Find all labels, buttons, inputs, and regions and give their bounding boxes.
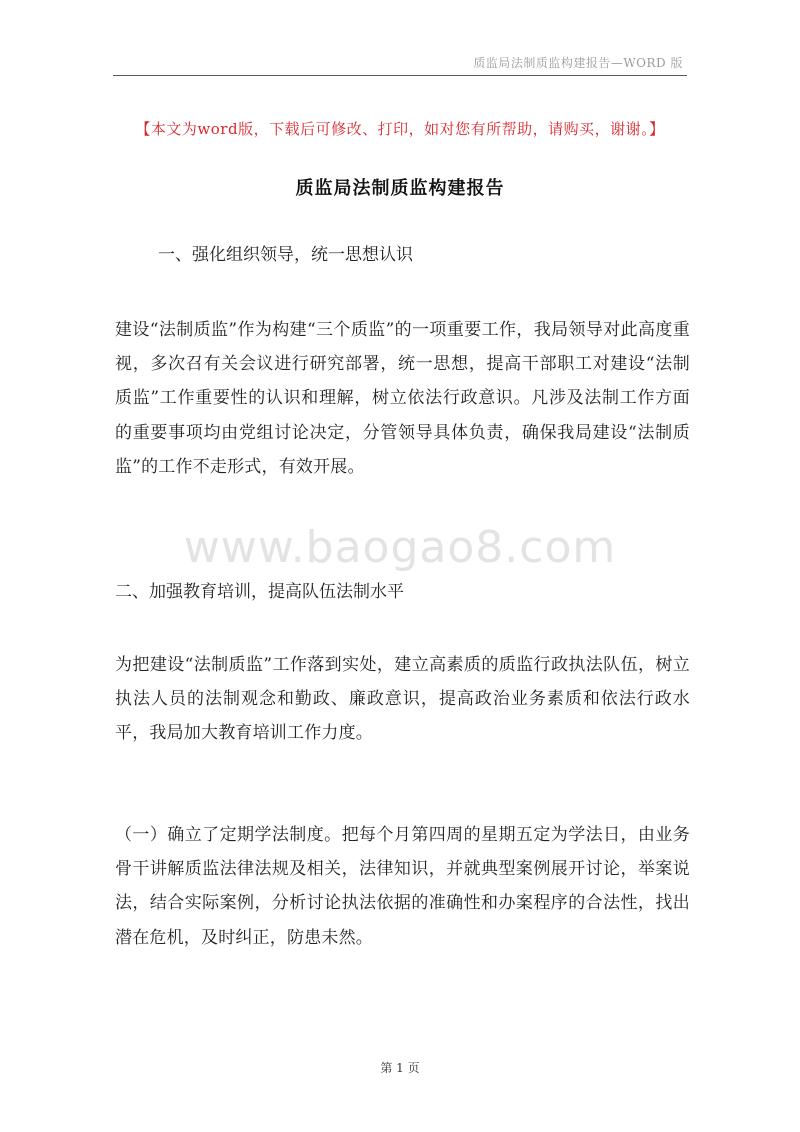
download-notice: 【本文为word版，下载后可修改、打印，如对您有所帮助，请购买，谢谢。】 [135,120,665,138]
section-1-heading: 一、强化组织领导，统一思想认识 [158,245,413,265]
header-divider [113,75,687,76]
running-header: 质监局法制质监构建报告—WORD 版 [473,56,683,70]
section-1-paragraph: 建设“法制质监”作为构建“三个质监”的一项重要工作，我局领导对此高度重视，多次召有关会议进行研究部署，统一思想，提高干部职工对建设“法制质监”工作重要性的认识和理解，树立依法行政意识。凡涉及法制工作方面的重要事项均由党组讨论决定，分管领导具体负责，确保我局建设“法制质监”的工作不走形式，有效开展。 [115,320,690,477]
section-2-item-1: （一）确立了定期学法制度。把每个月第四周的星期五定为学法日，由业务骨干讲解质监法律法规及相关，法律知识，并就典型案例展开讨论，举案说法，结合实际案例，分析讨论执法依据的准确性和办案程序的合法性，找出潜在危机，及时纠正，防患未然。 [115,825,690,948]
section-2-paragraph: 为把建设“法制质监”工作落到实处，建立高素质的质监行政执法队伍，树立执法人员的法制观念和勤政、廉政意识，提高政治业务素质和依法行政水平，我局加大教育培训工作力度。 [115,655,690,744]
section-2-heading: 二、加强教育培训，提高队伍法制水平 [115,582,404,602]
site-watermark: www.baogao8.com [183,522,617,573]
page-number: 第 1 页 [380,1061,420,1075]
document-title: 质监局法制质监构建报告 [295,178,505,199]
